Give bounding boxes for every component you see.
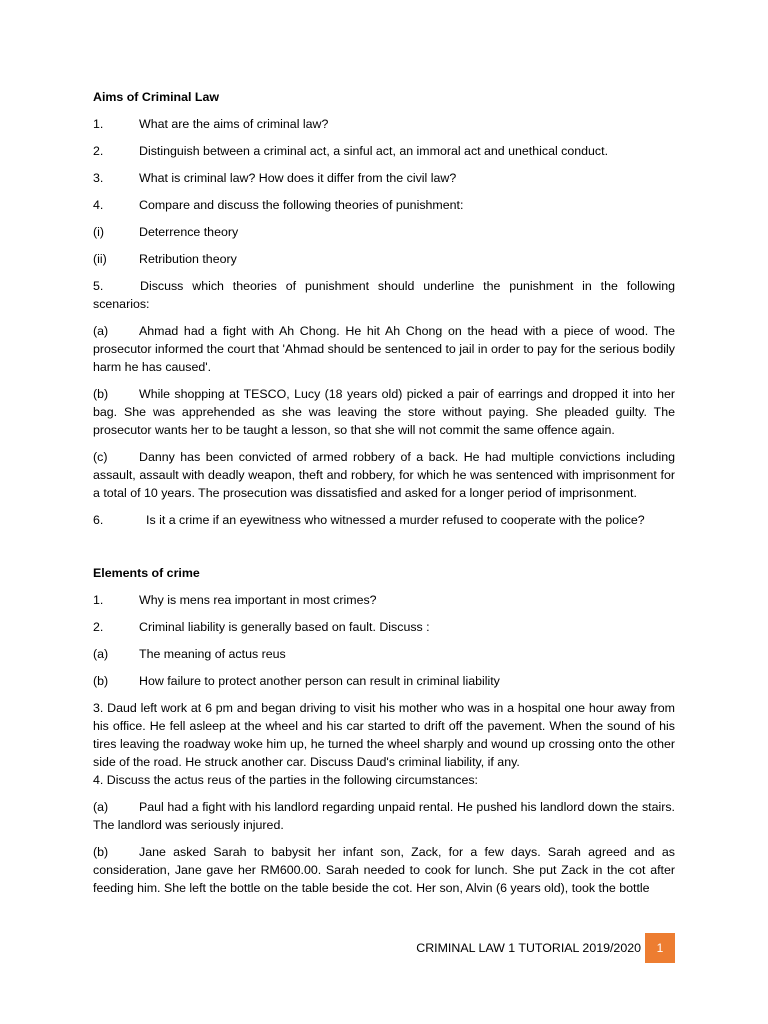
section-spacer (93, 538, 675, 564)
footer-title: CRIMINAL LAW 1 TUTORIAL 2019/2020 (416, 941, 641, 955)
scenario-label: (a) (93, 324, 109, 338)
item-number: (i) (93, 225, 105, 239)
scenario-text: Paul had a fight with his landlord regarding unpaid rental. He pushed his landlord down the stairs. The landlord was seriously injured. (93, 800, 675, 832)
question-item (93, 142, 675, 160)
item-number: 1. (93, 593, 104, 607)
scenario-paragraph (93, 322, 675, 376)
item-number: (a) (93, 647, 109, 661)
item-text: Compare and discuss the following theories of punishment: (139, 198, 464, 212)
question-item (93, 591, 675, 609)
question-item (93, 196, 675, 214)
sub-item (93, 223, 675, 241)
item-number: 2. (93, 144, 104, 158)
item-number: (b) (93, 674, 109, 688)
item-text: What is criminal law? How does it differ from the civil law? (139, 171, 457, 185)
scenario-paragraph (93, 798, 675, 834)
question-item (93, 618, 675, 636)
item-text: Deterrence theory (139, 225, 239, 239)
question-3-paragraph: 3. Daud left work at 6 pm and began driving to visit his mother who was in a hospital one hour away from his office. He fell asleep at the wheel and his car started to drift off the pavement. When the sound of his tires leaving the roadway woke him up, he turned the wheel sharply and wound up crossing onto the other side of the road. He struck another car. Discuss Daud's criminal liability, if any. (93, 701, 675, 769)
scenario-text: Jane asked Sarah to babysit her infant son, Zack, for a few days. Sarah agreed and as consideration, Jane gave her RM600.00. Sarah needed to cook for lunch. She put Zack in the cot after feeding him. She left the bottle on the table beside the cot. Her son, Alvin (6 years old), took the bottle (93, 845, 675, 895)
item-number: 5. (93, 279, 104, 293)
scenario-label: (c) (93, 450, 108, 464)
page-footer (416, 933, 675, 963)
scenario-text: Danny has been convicted of armed robbery of a back. He had multiple convictions including assault, assault with deadly weapon, theft and robbery, for which he was sentenced with imprisonment for a total of 10 years. The prosecution was dissatisfied and asked for a longer period of imprisonment. (93, 450, 675, 500)
question-item (93, 169, 675, 187)
item-number: 6. (93, 513, 104, 527)
scenario-text: Ahmad had a fight with Ah Chong. He hit Ah Chong on the head with a piece of wood. The prosecutor informed the court that 'Ahmad should be sentenced to jail in order to pay for the serious bodily harm he has caused'. (93, 324, 675, 374)
question-item (93, 115, 675, 133)
scenario-paragraph (93, 385, 675, 439)
item-text: Discuss which theories of punishment should underline the punishment in the following scenarios: (93, 279, 675, 311)
item-text: What are the aims of criminal law? (139, 117, 329, 131)
page-content (93, 88, 675, 906)
question-4-paragraph: 4. Discuss the actus reus of the parties in the following circumstances: (93, 773, 478, 787)
scenario-label: (b) (93, 387, 109, 401)
item-text: Why is mens rea important in most crimes? (139, 593, 377, 607)
scenario-paragraph (93, 843, 675, 897)
item-text: The meaning of actus reus (139, 647, 286, 661)
section-heading-aims: Aims of Criminal Law (93, 90, 219, 104)
item-number: 3. (93, 171, 104, 185)
item-number: 2. (93, 620, 104, 634)
item-number: 4. (93, 198, 104, 212)
question-5 (93, 277, 675, 313)
item-text: How failure to protect another person can result in criminal liability (139, 674, 500, 688)
sub-item (93, 645, 675, 663)
page-number-badge: 1 (645, 933, 675, 963)
scenario-label: (a) (93, 800, 109, 814)
item-text: Is it a crime if an eyewitness who witnessed a murder refused to cooperate with the police? (146, 513, 645, 527)
scenario-label: (b) (93, 845, 109, 859)
item-text: Criminal liability is generally based on fault. Discuss : (139, 620, 430, 634)
item-text: Retribution theory (139, 252, 237, 266)
scenario-text: While shopping at TESCO, Lucy (18 years old) picked a pair of earrings and dropped it into her bag. She was apprehended as she was leaving the store without paying. She pleaded guilty. The prosecutor wants her to be taught a lesson, so that she will not commit the same offence again. (93, 387, 675, 437)
item-number: (ii) (93, 252, 107, 266)
sub-item (93, 250, 675, 268)
item-text: Distinguish between a criminal act, a sinful act, an immoral act and unethical conduct. (139, 144, 609, 158)
scenario-paragraph (93, 448, 675, 502)
sub-item (93, 672, 675, 690)
item-number: 1. (93, 117, 104, 131)
section-heading-elements: Elements of crime (93, 566, 200, 580)
question-6 (93, 511, 675, 529)
